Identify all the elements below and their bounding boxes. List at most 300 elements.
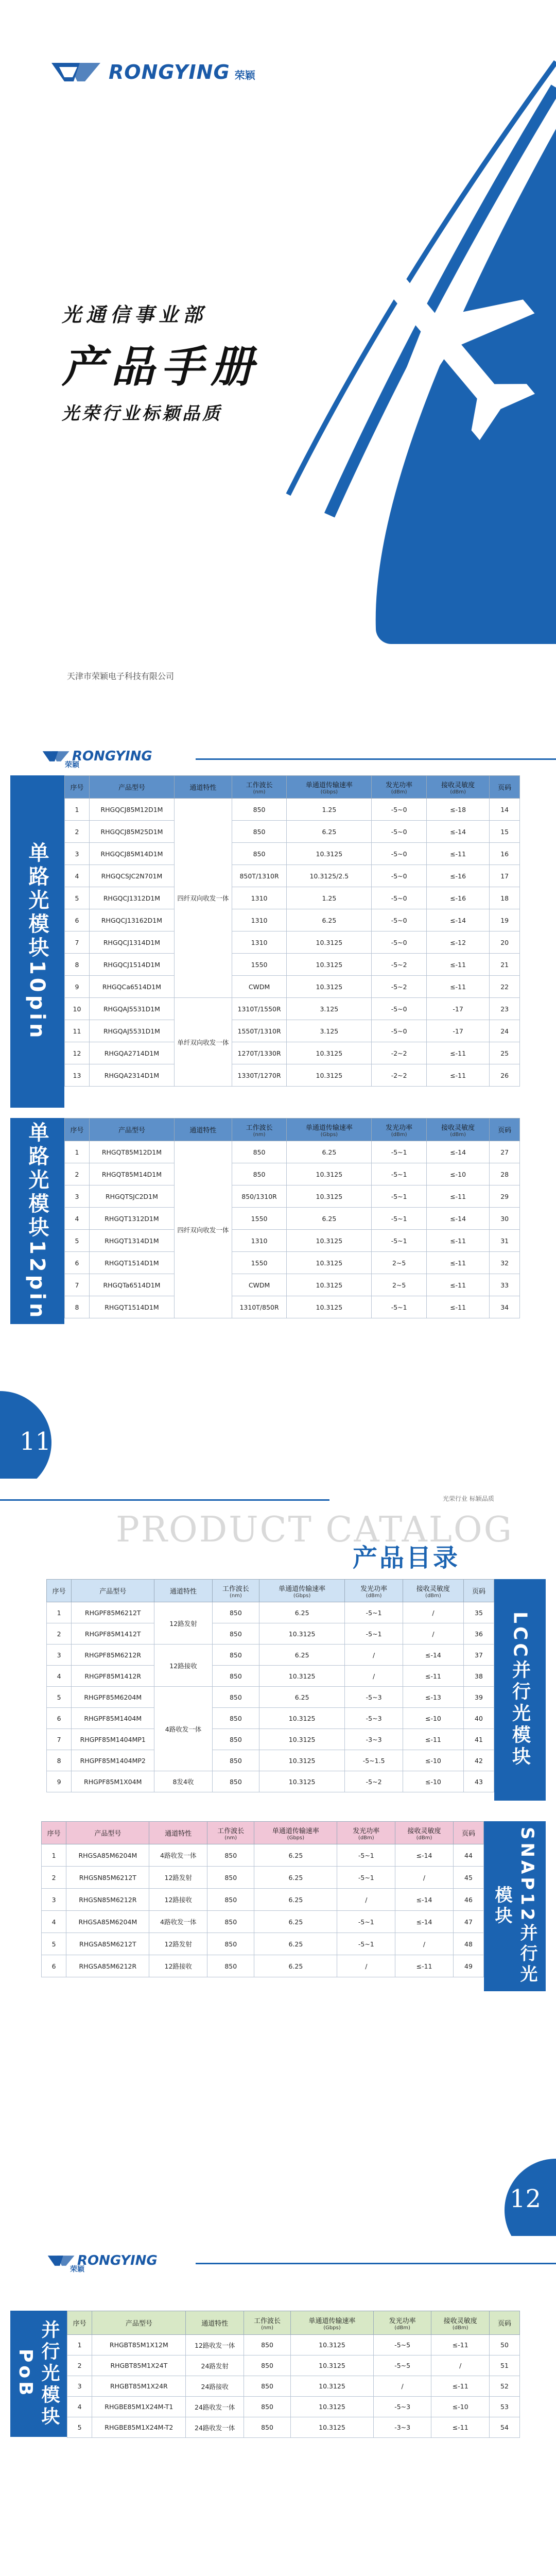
col-header: 工作波长 (nm): [244, 2311, 291, 2335]
table-cell: 26: [490, 1064, 520, 1087]
table-cell: ≤-14: [395, 1844, 454, 1867]
table-cell: 4: [42, 1911, 66, 1933]
section-label-text: LCC并行光模块: [509, 1612, 531, 1768]
table-cell: 10.3125: [291, 2335, 374, 2355]
section-label-text: 单路光模块12pin: [25, 1121, 49, 1321]
table-cell: ≤-14: [426, 909, 489, 931]
table-row: [42, 1911, 484, 1933]
col-header: 产品型号: [89, 776, 174, 799]
table-cell: RHGQT1514D1M: [89, 1296, 174, 1318]
table-cell: 24路收发一体: [186, 2417, 244, 2438]
table-row: [65, 1230, 520, 1252]
table-cell: 28: [490, 1163, 520, 1185]
header-line: [196, 758, 556, 760]
table-cell: 4: [65, 1208, 90, 1230]
table-cell: ≤-12: [426, 931, 489, 954]
table-cell: ≤-11: [431, 2335, 490, 2355]
table-cell: -5~0: [372, 909, 427, 931]
spec-table-12pin: [64, 1118, 520, 1318]
table-cell: -5~1: [345, 1623, 403, 1645]
table-row: [65, 931, 520, 954]
table-row: [47, 1623, 494, 1645]
table-cell: 6: [65, 1252, 90, 1274]
table-cell: ≤-11: [426, 1274, 489, 1296]
table-cell: 850: [232, 1141, 287, 1163]
table-cell: 10.3125: [287, 1185, 372, 1208]
table-cell: RHGPF85M6212R: [72, 1645, 154, 1666]
table-cell: RHGPF85M1412R: [72, 1666, 154, 1687]
table-cell: ≤-11: [426, 976, 489, 998]
table-row: [65, 799, 520, 821]
table-cell: 850: [232, 1163, 287, 1185]
table-cell: 5: [67, 2417, 92, 2438]
table-cell: 4: [47, 1666, 72, 1687]
table-row: [67, 2397, 520, 2417]
col-header: 发光功率 (dBm): [372, 1118, 427, 1141]
col-header: 发光功率 (dBm): [337, 1822, 395, 1844]
table-row: [65, 1020, 520, 1042]
table-cell: 37: [463, 1645, 494, 1666]
table-cell: 10.3125: [259, 1708, 345, 1729]
table-cell: -5~0: [372, 843, 427, 865]
spec-table-snap12: [41, 1821, 484, 1977]
table-cell: 4路收发一体: [149, 1844, 207, 1867]
col-header: 接收灵敏度 (dBm): [395, 1822, 454, 1844]
col-header: 页码: [489, 2311, 519, 2335]
table-cell: 850: [244, 2417, 291, 2438]
table-cell: RHGQCSJC2N701M: [89, 865, 174, 887]
table-cell: 53: [489, 2397, 519, 2417]
section-label-text: SNAP12并行光模块: [492, 1827, 537, 1986]
table-cell: ≤-10: [426, 1163, 489, 1185]
table-cell: -5~0: [372, 865, 427, 887]
table-cell: 10.3125: [291, 2397, 374, 2417]
spec-table-10pin: [64, 775, 520, 1087]
catalog-title-en: PRODUCT CATALOG: [116, 1510, 513, 1550]
col-header: 页码: [463, 1580, 494, 1602]
table-cell: 4: [67, 2397, 92, 2417]
page-13: [0, 2236, 556, 2576]
table-cell: RHGQCJ13162D1M: [89, 909, 174, 931]
table-cell: 7: [47, 1729, 72, 1750]
table-cell: 850: [207, 1867, 254, 1889]
col-header: 序号: [65, 1118, 90, 1141]
table-cell: RHGQCJ85M25D1M: [89, 821, 174, 843]
table-cell: 850T/1310R: [232, 865, 287, 887]
table-cell: 850: [212, 1771, 259, 1792]
table-cell: 17: [490, 865, 520, 887]
table-cell-feature: 四纤双向收发一体: [175, 799, 232, 998]
table-cell: 1: [42, 1844, 66, 1867]
table-cell: -5~1: [372, 1230, 427, 1252]
page-12: [0, 1479, 556, 2236]
table-cell: 12路发射: [149, 1867, 207, 1889]
table-cell: 35: [463, 1602, 494, 1623]
table-cell: RHGQAJ5531D1M: [89, 998, 174, 1020]
col-header: 产品型号: [92, 2311, 186, 2335]
table-row: [65, 1185, 520, 1208]
table-row: [65, 887, 520, 909]
table-cell: 1: [47, 1602, 72, 1623]
table-cell: 24路发射: [186, 2355, 244, 2376]
table-cell: 6.25: [287, 1208, 372, 1230]
table-cell: 850: [207, 1911, 254, 1933]
table-cell: -2~2: [372, 1064, 427, 1087]
table-cell: -5~1.5: [345, 1750, 403, 1771]
table-cell: 850: [207, 1955, 254, 1977]
table-cell: 23: [490, 998, 520, 1020]
table-cell: 36: [463, 1623, 494, 1645]
brand-logo: [41, 747, 152, 769]
table-cell: -5~1: [372, 1141, 427, 1163]
catalog-title-cn: 产品目录: [353, 1544, 460, 1572]
table-cell: 1550: [232, 954, 287, 976]
table-cell: ≤-11: [431, 2417, 490, 2438]
table-cell: 25: [490, 1042, 520, 1064]
table-cell: ≤-11: [403, 1729, 463, 1750]
table-cell: RHGBE85M1X24M-T1: [92, 2397, 186, 2417]
table-cell: 3: [47, 1645, 72, 1666]
col-header: 页码: [490, 1118, 520, 1141]
table-cell: 22: [490, 976, 520, 998]
table-cell: -5~5: [373, 2335, 431, 2355]
table-cell: 24路接收: [186, 2376, 244, 2397]
table-row: [47, 1666, 494, 1687]
table-cell: 52: [489, 2376, 519, 2397]
table-row: [42, 1844, 484, 1867]
table-cell: 31: [490, 1230, 520, 1252]
table-cell: 1550: [232, 1208, 287, 1230]
table-cell: 9: [47, 1771, 72, 1792]
table-cell: -5~1: [337, 1933, 395, 1955]
table-cell: ≤-11: [426, 1064, 489, 1087]
table-row: [65, 1252, 520, 1274]
table-row: [65, 909, 520, 931]
brand-logo: [46, 2251, 158, 2274]
table-cell: 50: [489, 2335, 519, 2355]
table-row: [47, 1771, 494, 1792]
table-cell: 6: [65, 909, 90, 931]
table-cell: 850: [212, 1623, 259, 1645]
table-cell-feature: 单纤双向收发一体: [175, 998, 232, 1087]
table-row: [67, 2355, 520, 2376]
table-cell: ≤-11: [431, 2376, 490, 2397]
table-cell: 1.25: [287, 887, 372, 909]
col-header: 工作波长 (nm): [207, 1822, 254, 1844]
table-cell: -5~3: [345, 1687, 403, 1708]
table-row: [65, 1208, 520, 1230]
table-cell: ≤-10: [403, 1708, 463, 1729]
table-cell: RHGSA85M6204M: [66, 1911, 149, 1933]
table-cell: 3.125: [287, 1020, 372, 1042]
cover-subtitle: 光通信事业部: [62, 303, 207, 326]
cover-page: [0, 0, 556, 726]
table-cell: 10.3125: [291, 2376, 374, 2397]
table-row: [42, 1867, 484, 1889]
table-row: [65, 998, 520, 1020]
col-header: 工作波长 (nm): [232, 776, 287, 799]
table-cell: RHGSN85M6212R: [66, 1889, 149, 1911]
table-cell: 10.3125: [259, 1750, 345, 1771]
table-cell: RHGPF85M1X04M: [72, 1771, 154, 1792]
table-cell: -17: [426, 998, 489, 1020]
brand-name-cn: 荣颖: [234, 69, 255, 81]
header-line: [0, 1499, 329, 1501]
table-cell: 3: [42, 1889, 66, 1911]
table-cell: ≤-14: [395, 1889, 454, 1911]
table-cell: 5: [65, 1230, 90, 1252]
table-cell: 1550: [232, 1252, 287, 1274]
table-cell: ≤-11: [426, 843, 489, 865]
table-cell: 10.3125/2.5: [287, 865, 372, 887]
table-cell: RHGQCJ85M14D1M: [89, 843, 174, 865]
table-cell: 2: [67, 2355, 92, 2376]
table-cell: /: [345, 1645, 403, 1666]
table-cell: 1330T/1270R: [232, 1064, 287, 1087]
table-cell: RHGQTSJC2D1M: [89, 1185, 174, 1208]
table-cell: -5~1: [345, 1602, 403, 1623]
table-cell: /: [395, 1867, 454, 1889]
col-header: 产品型号: [89, 1118, 174, 1141]
table-cell: ≤-16: [426, 887, 489, 909]
col-header: 单通道传输速率 (Gbps): [287, 1118, 372, 1141]
table-cell: RHGQCJ1514D1M: [89, 954, 174, 976]
table-cell: 2: [65, 821, 90, 843]
table-cell: CWDM: [232, 1274, 287, 1296]
table-cell: 1: [67, 2335, 92, 2355]
table-cell: 6.25: [254, 1867, 337, 1889]
col-header: 通道特性: [175, 1118, 232, 1141]
tagline: 光荣行业 标颖品质: [443, 1495, 494, 1502]
table-cell: 39: [463, 1687, 494, 1708]
table-row: [65, 865, 520, 887]
table-cell: ≤-11: [426, 1042, 489, 1064]
table-cell: 45: [453, 1867, 483, 1889]
table-cell: /: [345, 1666, 403, 1687]
table-row: [47, 1750, 494, 1771]
table-cell: 41: [463, 1729, 494, 1750]
table-cell: 1.25: [287, 799, 372, 821]
table-cell: 850: [212, 1729, 259, 1750]
table-cell: -5~3: [373, 2397, 431, 2417]
table-cell: 1310: [232, 931, 287, 954]
table-cell: -2~2: [372, 1042, 427, 1064]
table-cell: ≤-11: [403, 1666, 463, 1687]
col-header: 单通道传输速率 (Gbps): [287, 776, 372, 799]
table-row: [42, 1933, 484, 1955]
table-cell: 10.3125: [287, 954, 372, 976]
table-cell: 3: [65, 843, 90, 865]
table-cell: /: [395, 1933, 454, 1955]
table-cell: 7: [65, 1274, 90, 1296]
table-cell: ≤-13: [403, 1687, 463, 1708]
table-cell: RHGBT85M1X24T: [92, 2355, 186, 2376]
header-line: [196, 2263, 556, 2264]
table-cell: 10.3125: [259, 1771, 345, 1792]
table-cell: 850: [232, 843, 287, 865]
table-cell: 47: [453, 1911, 483, 1933]
table-cell: 850: [212, 1687, 259, 1708]
table-cell: 9: [65, 976, 90, 998]
table-cell: RHGQCJ85M12D1M: [89, 799, 174, 821]
table-row: [65, 1064, 520, 1087]
table-cell: -5~1: [372, 1163, 427, 1185]
table-cell: ≤-11: [426, 1185, 489, 1208]
col-header: 通道特性: [154, 1580, 213, 1602]
section-label-text: 单路光模块10pin: [25, 842, 49, 1041]
table-cell: 1310: [232, 887, 287, 909]
table-cell-feature: 12路接收: [154, 1645, 213, 1687]
table-row: [65, 976, 520, 998]
col-header: 序号: [42, 1822, 66, 1844]
table-cell: 34: [490, 1296, 520, 1318]
table-cell: RHGQA2714D1M: [89, 1042, 174, 1064]
table-cell: ≤-14: [426, 1141, 489, 1163]
table-cell: 2: [47, 1623, 72, 1645]
table-cell: 850: [207, 1933, 254, 1955]
col-header: 单通道传输速率 (Gbps): [291, 2311, 374, 2335]
brand-name-cn: 荣颖: [65, 761, 79, 769]
brand-logo: [49, 57, 255, 88]
table-cell: 1270T/1330R: [232, 1042, 287, 1064]
table-cell: 49: [453, 1955, 483, 1977]
table-cell: ≤-10: [403, 1771, 463, 1792]
col-header: 页码: [490, 776, 520, 799]
table-cell: 850/1310R: [232, 1185, 287, 1208]
table-cell: ≤-11: [426, 1296, 489, 1318]
col-header: 通道特性: [149, 1822, 207, 1844]
table-cell: /: [403, 1602, 463, 1623]
table-cell: 5: [47, 1687, 72, 1708]
table-cell: 850: [232, 821, 287, 843]
table-cell: RHGBT85M1X12M: [92, 2335, 186, 2355]
table-row: [47, 1729, 494, 1750]
table-cell: 24: [490, 1020, 520, 1042]
table-cell: 1550T/1310R: [232, 1020, 287, 1042]
table-cell: 12: [65, 1042, 90, 1064]
table-cell: RHGSA85M6204M: [66, 1844, 149, 1867]
table-row: [65, 1163, 520, 1185]
table-cell: 13: [65, 1064, 90, 1087]
table-cell: RHGQT1514D1M: [89, 1252, 174, 1274]
table-cell: RHGSA85M6212T: [66, 1933, 149, 1955]
table-cell: 3.125: [287, 998, 372, 1020]
table-cell: 1: [65, 799, 90, 821]
table-cell: 5: [42, 1933, 66, 1955]
table-cell: ≤-14: [426, 1208, 489, 1230]
table-cell: 6.25: [287, 1141, 372, 1163]
section-label-snap12: [484, 1821, 546, 1991]
col-header: 工作波长 (nm): [232, 1118, 287, 1141]
cover-slogan: 光荣行业标颖品质: [62, 403, 222, 424]
table-row: [47, 1708, 494, 1729]
table-cell: 1310T/1550R: [232, 998, 287, 1020]
col-header: 单通道传输速率 (Gbps): [259, 1580, 345, 1602]
spec-table-pob: [67, 2311, 520, 2438]
section-label-lcc: [494, 1579, 546, 1801]
table-row: [67, 2417, 520, 2438]
table-cell: -5~0: [372, 799, 427, 821]
table-cell: 14: [490, 799, 520, 821]
brand-name-en: RONGYING: [109, 61, 230, 83]
table-cell: -5~3: [345, 1708, 403, 1729]
table-cell: 8发4收: [154, 1771, 213, 1792]
table-row: [65, 1274, 520, 1296]
table-cell: 16: [490, 843, 520, 865]
table-cell: 10: [65, 998, 90, 1020]
table-cell: -5~0: [372, 821, 427, 843]
table-cell: ≤-11: [395, 1955, 454, 1977]
table-row: [47, 1687, 494, 1708]
table-cell: -3~3: [373, 2417, 431, 2438]
table-cell: RHGSN85M6212T: [66, 1867, 149, 1889]
table-row: [47, 1602, 494, 1623]
table-cell: RHGQTa6514D1M: [89, 1274, 174, 1296]
table-cell: RHGPF85M6204M: [72, 1687, 154, 1708]
table-cell: 10.3125: [287, 1064, 372, 1087]
table-cell: 850: [212, 1708, 259, 1729]
table-cell: ≤-16: [426, 865, 489, 887]
table-cell: 850: [244, 2355, 291, 2376]
table-cell-feature: 四纤双向收发一体: [175, 1141, 232, 1318]
table-cell: 6.25: [287, 821, 372, 843]
col-header: 产品型号: [66, 1822, 149, 1844]
col-header: 接收灵敏度 (dBm): [426, 1118, 489, 1141]
table-cell: RHGBE85M1X24M-T2: [92, 2417, 186, 2438]
table-cell: 5: [65, 887, 90, 909]
table-row: [65, 843, 520, 865]
table-cell: 850: [244, 2335, 291, 2355]
table-cell: 2: [65, 1163, 90, 1185]
table-cell: 10.3125: [259, 1623, 345, 1645]
table-cell: -5~0: [372, 931, 427, 954]
table-cell: 6.25: [287, 909, 372, 931]
table-cell: -5~2: [345, 1771, 403, 1792]
table-cell: /: [373, 2376, 431, 2397]
table-cell: 12路接收: [149, 1955, 207, 1977]
table-cell: 10.3125: [259, 1729, 345, 1750]
table-cell: -17: [426, 1020, 489, 1042]
table-cell: 8: [65, 954, 90, 976]
table-cell: 42: [463, 1750, 494, 1771]
col-header: 接收灵敏度 (dBm): [431, 2311, 490, 2335]
table-cell: ≤-11: [426, 954, 489, 976]
table-cell: ≤-10: [403, 1750, 463, 1771]
table-cell: CWDM: [232, 976, 287, 998]
table-cell: 32: [490, 1252, 520, 1274]
table-cell: -5~0: [372, 887, 427, 909]
table-cell: RHGQAJ5531D1M: [89, 1020, 174, 1042]
table-cell: 15: [490, 821, 520, 843]
table-cell: ≤-10: [431, 2397, 490, 2417]
table-cell: 10.3125: [291, 2355, 374, 2376]
table-cell: 19: [490, 909, 520, 931]
table-cell: -3~3: [345, 1729, 403, 1750]
table-cell: 6.25: [254, 1844, 337, 1867]
table-cell: 1310T/850R: [232, 1296, 287, 1318]
table-cell: -5~2: [372, 976, 427, 998]
table-cell: 33: [490, 1274, 520, 1296]
table-cell: 10.3125: [287, 1296, 372, 1318]
table-cell: 12路收发一体: [186, 2335, 244, 2355]
table-cell: RHGPF85M1404MP1: [72, 1729, 154, 1750]
table-cell-feature: 12路发射: [154, 1602, 213, 1645]
table-cell: 850: [212, 1666, 259, 1687]
table-cell: 10.3125: [287, 976, 372, 998]
table-cell: 850: [207, 1889, 254, 1911]
table-cell-feature: 4路收发一体: [154, 1687, 213, 1771]
table-cell: -5~1: [337, 1911, 395, 1933]
